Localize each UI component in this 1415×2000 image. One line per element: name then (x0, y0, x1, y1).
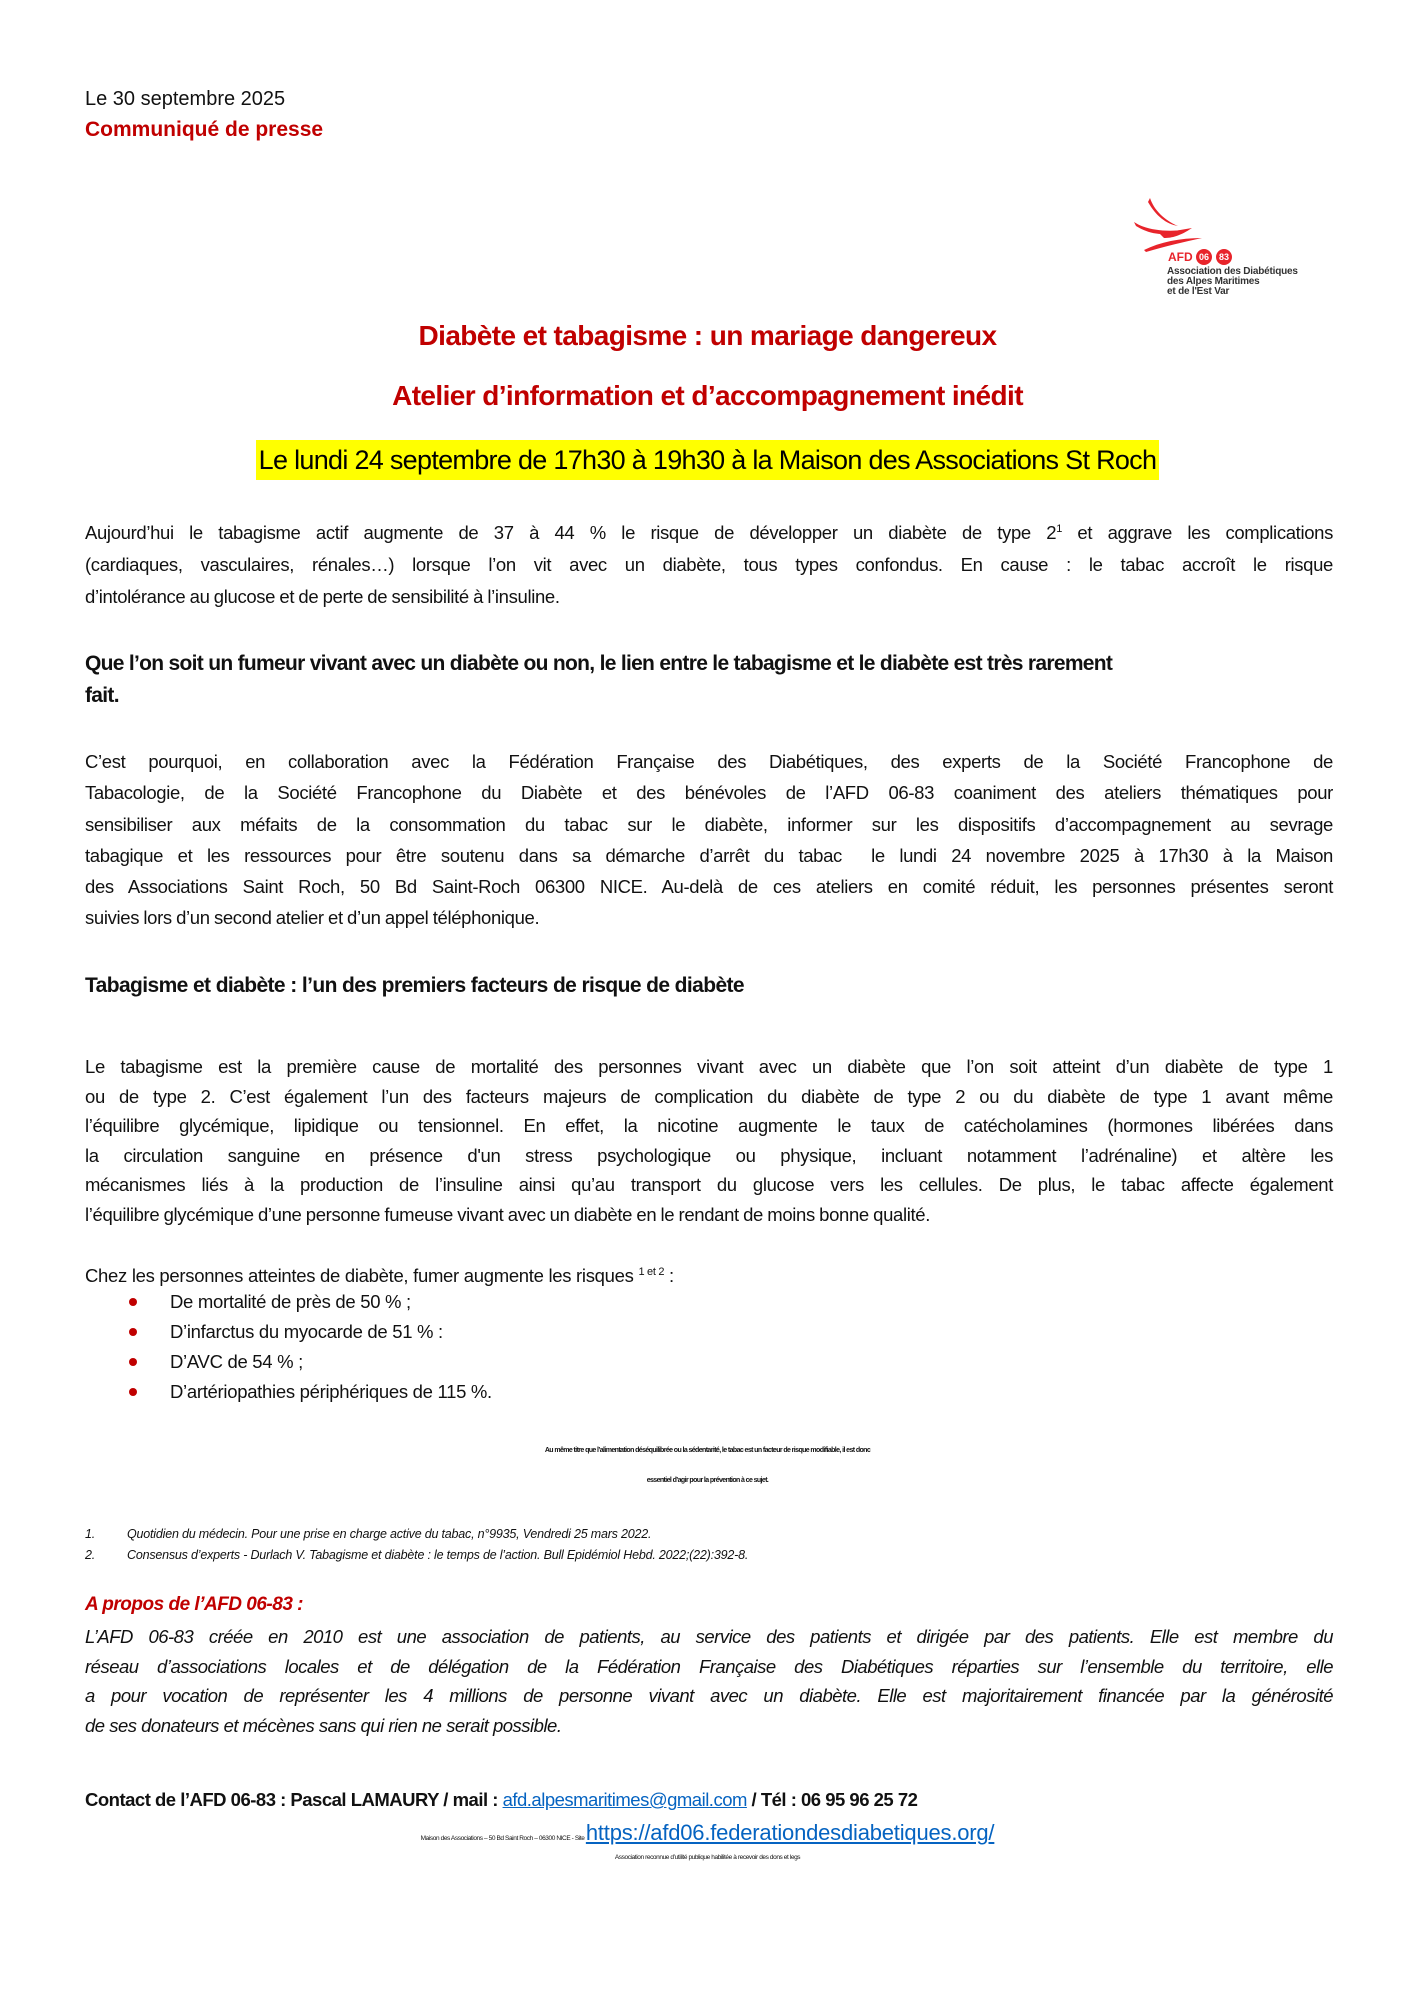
paragraph-line: (cardiaques, vasculaires, rénales…) lorsque l’on vit avec un diabète, tous types confondus. En cause : le tabac accroît le risque (85, 554, 1333, 575)
about-heading: A propos de l’AFD 06-83 : (85, 1594, 303, 1615)
contact-line (85, 1789, 917, 1811)
collaboration-paragraph (85, 746, 1333, 934)
footnote-number: 1. (85, 1527, 96, 1541)
sub-title: Atelier d’information et d’accompagnement inédit (392, 380, 1023, 411)
paragraph-line: Tabacologie, de la Société Francophone du Diabète et des bénévoles de l’AFD 06-83 coaniment des ateliers thématiques pour (85, 782, 1333, 804)
bold-statement (85, 648, 1333, 712)
document-type-label: Communiqué de presse (85, 118, 324, 141)
paragraph-line: L’AFD 06-83 créée en 2010 est une association de patients, au service des patients et dirigée par des patients. Elle est membre du (85, 1626, 1333, 1647)
paragraph-line: réseau d’associations locales et de délégation de la Fédération Française des Diabétiques réparties sur l’ensemble du territoire, elle (85, 1655, 1333, 1677)
list-item: D’infarctus du myocarde de 51 % : (0, 1317, 800, 1347)
event-highlight: Le lundi 24 septembre de 17h30 à 19h30 à la Maison des Associations St Roch (256, 440, 1160, 480)
paragraph-line: des Associations Saint Roch, 50 Bd Saint-Roch 06300 NICE. Au-delà de ces ateliers en comité réduit, les personnes présentes seront (85, 876, 1333, 898)
event-banner (0, 440, 1415, 480)
footnote-number: 2. (85, 1548, 96, 1562)
risks-intro: Chez les personnes atteintes de diabète, fumer augmente les risques $^{1 et 2}$ : (85, 1265, 674, 1286)
paragraph-line: l’équilibre glycémique d’une personne fumeuse vivant avec un diabète en le rendant de moins bonne qualité. (85, 1203, 931, 1225)
footnote-ref: 1 et 2 (638, 1266, 665, 1278)
about-paragraph (85, 1622, 1333, 1740)
list-item: D’AVC de 54 % ; (0, 1347, 800, 1377)
section-heading: Tabagisme et diabète : l’un des premiers facteurs de risque de diabète (85, 974, 744, 997)
statement-line: fait. (85, 684, 119, 707)
paragraph-line: l’équilibre glycémique, lipidique ou tensionnel. En effet, la nicotine augmente le taux de catécholamines (hormones libérées dans (85, 1115, 1333, 1136)
conclusion-line: essentiel d’agir pour la prévention à ce sujet. (646, 1477, 769, 1484)
bullet-icon (129, 1328, 137, 1336)
section-paragraph (85, 1052, 1333, 1229)
paragraph-line: de ses donateurs et mécènes sans qui rien ne serait possible. (85, 1714, 562, 1736)
logo-org-line: Association des Diabétiques (1167, 266, 1298, 277)
bullet-icon (129, 1388, 137, 1396)
paragraph-line: ou de type 2. C’est également l’un des facteurs majeurs de complication du diabète de type 2 ou du diabète de type 1 avant même (85, 1085, 1333, 1107)
paragraph-line: sensibiliser aux méfaits de la consommation du tabac sur le diabète, informer sur les dispositifs d’accompagnement au sevrage (85, 813, 1333, 835)
logo-brand: AFD (1168, 250, 1193, 264)
contact-label: Contact de l’AFD 06-83 : Pascal LAMAURY / mail : (85, 1789, 503, 1810)
logo-badge-06: 06 (1196, 249, 1212, 265)
bullet-icon (129, 1298, 137, 1306)
footnote-ref: 1 (1056, 523, 1062, 535)
paragraph-line: d’intolérance au glucose et de perte de sensibilité à l’insuline. (85, 586, 560, 607)
conclusion-statement (0, 1436, 1415, 1496)
paragraph-line: Le tabagisme est la première cause de mortalité des personnes vivant avec un diabète que l’on soit atteint d’un diabète de type 1 (85, 1056, 1333, 1077)
statement-line: Que l’on soit un fumeur vivant avec un diabète ou non, le lien entre le tabagisme et le diabète est très rarement (85, 652, 1113, 675)
paragraph-line: suivies lors d’un second atelier et d’un appel téléphonique. (85, 907, 540, 929)
paragraph-line: tabagique et les ressources pour être soutenu dans sa démarche d’arrêt du tabac le lundi 24 novembre 2025 à 17h30 à la Maison (85, 844, 1333, 866)
phone-text: / Tél : 06 95 96 25 72 (746, 1789, 918, 1810)
paragraph-line: a pour vocation de représenter les 4 millions de personne vivant avec un diabète. Elle est majoritairement financée par la générosité (85, 1685, 1333, 1706)
footnote-text: Quotidien du médecin. Pour une prise en charge active du tabac, n°9935, Vendredi 25 mars 2022. (127, 1527, 652, 1541)
main-title: Diabète et tabagisme : un mariage dangereux (418, 320, 997, 351)
afd-logo (1130, 190, 1330, 305)
footnote-text: Consensus d’experts - Durlach V. Tabagisme et diabète : le temps de l’action. Bull Epidémiol Hebd. 2022;(22):392-8. (127, 1548, 749, 1562)
address-line (0, 1820, 1415, 1846)
risks-list (0, 1287, 800, 1407)
paragraph-line: Aujourd’hui le tabagisme actif augmente de 37 à 44 % le risque de développer un diabète de type $2^1$ et aggrave les complications (85, 522, 1333, 543)
list-item: D’artériopathies périphériques de 115 %. (0, 1377, 800, 1407)
logo-badge-83: 83 (1216, 249, 1232, 265)
list-item: De mortalité de près de 50 % ; (0, 1287, 800, 1317)
bullet-icon (129, 1358, 137, 1366)
website-link[interactable]: https://afd06.federationdesdiabetiques.org/ (585, 1820, 995, 1845)
paragraph-line: C’est pourquoi, en collaboration avec la Fédération Française des Diabétiques, des experts de la Société Francophone de (85, 751, 1333, 772)
logo-org-line: des Alpes Maritimes (1167, 276, 1260, 287)
logo-org-line: et de l'Est Var (1167, 286, 1230, 297)
conclusion-line: Au même titre que l’alimentation déséquilibrée ou la sédentarité, le tabac est un facteur de risque modifiable, il est donc (544, 1447, 871, 1454)
paragraph-line: mécanismes liés à la production de l’insuline ainsi qu’au transport du glucose vers les cellules. De plus, le tabac affecte également (85, 1174, 1333, 1195)
legal-notice: Association reconnue d’utilité publique habilitée à recevoir des dons et legs (614, 1854, 801, 1861)
email-link[interactable]: afd.alpesmaritimes@gmail.com (502, 1789, 747, 1810)
paragraph-line: la circulation sanguine en présence d'un stress psychologique ou physique, incluant notamment l’adrénaline) et altère les (85, 1144, 1333, 1166)
address-text: Maison des Associations – 50 Bd Saint Roch – 06300 NICE - Site (420, 1835, 586, 1842)
document-date: Le 30 septembre 2025 (85, 88, 286, 110)
intro-paragraph (85, 513, 1333, 613)
